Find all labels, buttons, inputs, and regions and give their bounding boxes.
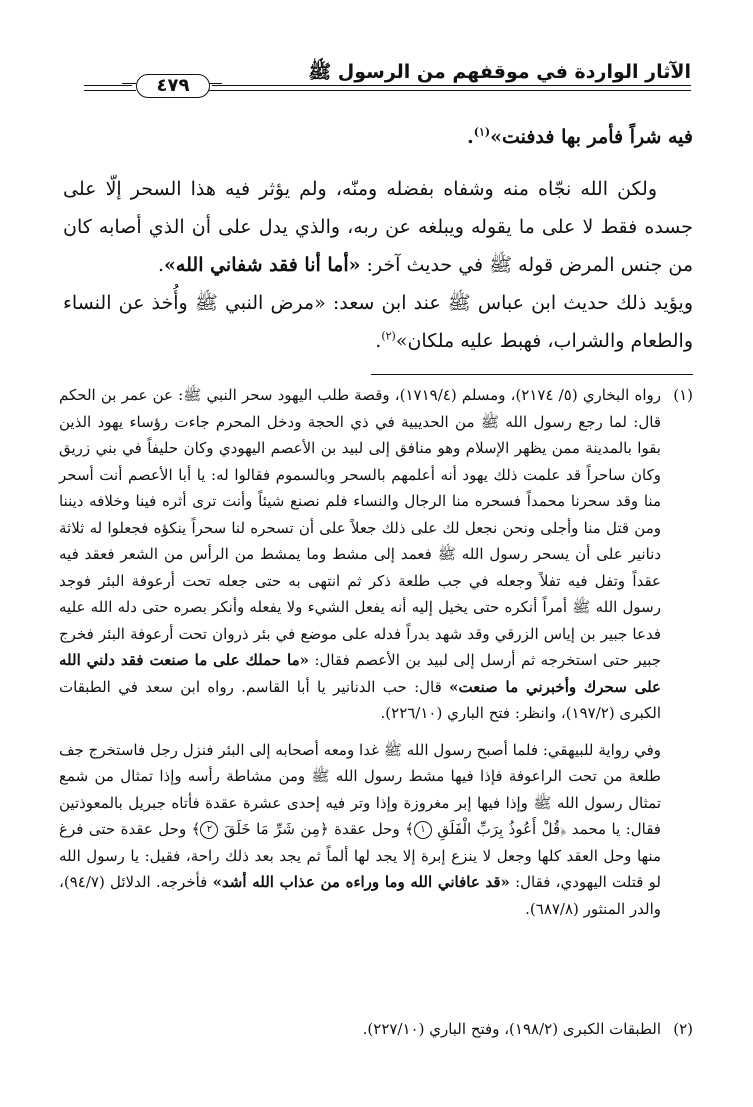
footnote-ref-2: (٢) bbox=[381, 329, 396, 343]
running-title: الآثار الواردة في موقفهم من الرسول ﷺ bbox=[308, 61, 691, 83]
footnote-1-para-2 bbox=[59, 737, 661, 923]
p3-text: ويؤيد ذلك حديث ابن عباس ﷺ عند ابن سعد: «مرض النبي ﷺ وأُخذ عن النساء والطعام والشراب، فهبط عليه ملكان» bbox=[63, 292, 693, 352]
fn1-d: فأخرجه. الدلائل (٩٤/٧)، والدر المنثور (٦٨٧/٨). bbox=[59, 873, 661, 918]
footnote-2-number: (٢) bbox=[673, 1020, 693, 1038]
p2-quote: «أما أنا فقد شفاني الله» bbox=[164, 254, 361, 276]
fn1-c3: ﴾ وحل عقدة حتى فرغ منها وحل العقد كلها وجعل لا ينزع إبرة إلا يجد لها ألماً ثم يجد بعد ذلك راحة، فقيل: يا رسول الله لو قتلت اليهودي، فقال: bbox=[59, 820, 661, 891]
ornament-right bbox=[208, 83, 222, 91]
ayah-marker-2: ٢ bbox=[200, 821, 218, 839]
p2-text: ولكن الله نجّاه منه وشفاه بفضله ومنّه، ولم يؤثر فيه هذا السحر إلّا على جسده فقط لا على ما يقوله ويبلغه عن ربه، والذي يدل على أن الذي أصابه كان من جنس المرض قوله ﷺ في حديث آخر: bbox=[63, 178, 693, 276]
footnote-separator bbox=[371, 374, 693, 375]
footnote-ref-1: (١) bbox=[473, 125, 491, 139]
footnote-1-number: (١) bbox=[673, 386, 693, 404]
p1-end: . bbox=[467, 126, 474, 148]
footnote-1 bbox=[59, 382, 693, 922]
footnote-1-para-1 bbox=[59, 382, 661, 727]
fn1-quote-2: «قد عافاني الله وما وراءه من عذاب الله أشد» bbox=[212, 873, 510, 891]
footnote-2-text: الطبقات الكبرى (١٩٨/٢)، وفتح الباري (٢٢٧/١٠). bbox=[362, 1020, 661, 1038]
header-rule-right-bottom bbox=[212, 90, 691, 91]
page-header bbox=[84, 58, 691, 96]
p2-end: . bbox=[158, 254, 165, 276]
footnote-1-text bbox=[59, 382, 661, 922]
fn1-b: قال: حب الدنانير يا أبا القاسم. رواه ابن سعد في الطبقات الكبرى (١٩٧/٢)، وانظر: فتح الباري (٢٢٦/١٠). bbox=[59, 677, 661, 722]
paragraph-3 bbox=[63, 284, 693, 360]
fn1-quote: «ما حملك على ما صنعت فقد دلني الله على سحرك وأخبرني ما صنعت» bbox=[59, 651, 662, 696]
p3-end: . bbox=[375, 330, 382, 352]
ornament-left bbox=[122, 83, 136, 91]
fn1-c: وفي رواية للبيهقي: فلما أصبح رسول الله ﷺ غدا ومعه أصحابه إلى البئر فنزل رجل فاستخرج جف طلعة من تحت الراعوفة فإذا فيها مشط رسول الله ﷺ ومن مشاطة رأسه وإذا تمثال من شمع تمثال رسول الله ﷺ وإذا فيها إبر مغروزة وإذا وتر فيه إحدى عشرة عقدة فأتاه جبريل بالمعوذتين فقال: يا محمد ﴿قُلْ أَعُوذُ بِرَبِّ الْفَلَقِ bbox=[59, 740, 661, 838]
page-number: ٤٧٩ bbox=[136, 74, 210, 98]
page-number-ornament bbox=[128, 74, 216, 98]
ayah-marker-1: ١ bbox=[414, 821, 432, 839]
footnote-2 bbox=[59, 1016, 693, 1043]
paragraph-2 bbox=[63, 170, 693, 284]
fn1-c2: ﴾ وحل عقدة ﴿مِن شَرِّ مَا خَلَقَ bbox=[223, 820, 414, 838]
header-rule-right-top bbox=[212, 85, 691, 86]
fn1-a: رواه البخاري (٥/ ٢١٧٤)، ومسلم (١٧١٩/٤)، وقصة طلب اليهود سحر النبي ﷺ: عن عمر بن الحكم قال: لما رجع رسول الله ﷺ من الحديبية في ذي الحجة ودخل المحرم جاءت رؤساء يهود الذين بقوا بالمدينة ممن يظهر الإسلام وهو منافق إلى لبيد بن الأعصم اليهودي وكان حليفاً في بني زريق وكان ساحراً قد علمت ذلك يهود أنه أعلمهم بالسحر وبالسموم فقالوا له: يا أبا الأعصم أنت أسحر منا وقد سحرنا محمداً فسحره منا الرجال والنساء فلم نصنع شيئاً وأنت ترى أثره فينا وخلافه ديننا ومن قتل منا وأجلى ونحن نجعل لك على ذلك جعلاً على أن تسحره لنا سحراً ينكؤه فجعلوا له ثلاثة دنانير على أن يسحر رسول الله ﷺ فعمد إلى مشط وما يمشط من الرأس من الشعر فعقد فيه عقداً وتفل فيه تفلاً وجعله في جب طلعة ذكر ثم انتهى به حتى جعله تحت أرعوفة البئر فوجد رسول الله ﷺ أمراً أنكره حتى يخيل إليه أنه يفعل الشيء ولا يفعله وأنكر بصره حتى دله الله عليه فدعا جبير بن إياس الزرقي وقد شهد بدراً فدله على موضع في بئر ذروان تحت أرعوفة البئر فخرج جبير حتى استخرجه ثم أرسل إلى لبيد بن الأعصم فقال: bbox=[59, 386, 661, 669]
p1-text: فيه شراً فأمر بها فدفنت» bbox=[490, 126, 693, 148]
paragraph-1 bbox=[63, 118, 693, 156]
footnote-gap bbox=[59, 727, 661, 737]
main-text bbox=[63, 118, 693, 360]
